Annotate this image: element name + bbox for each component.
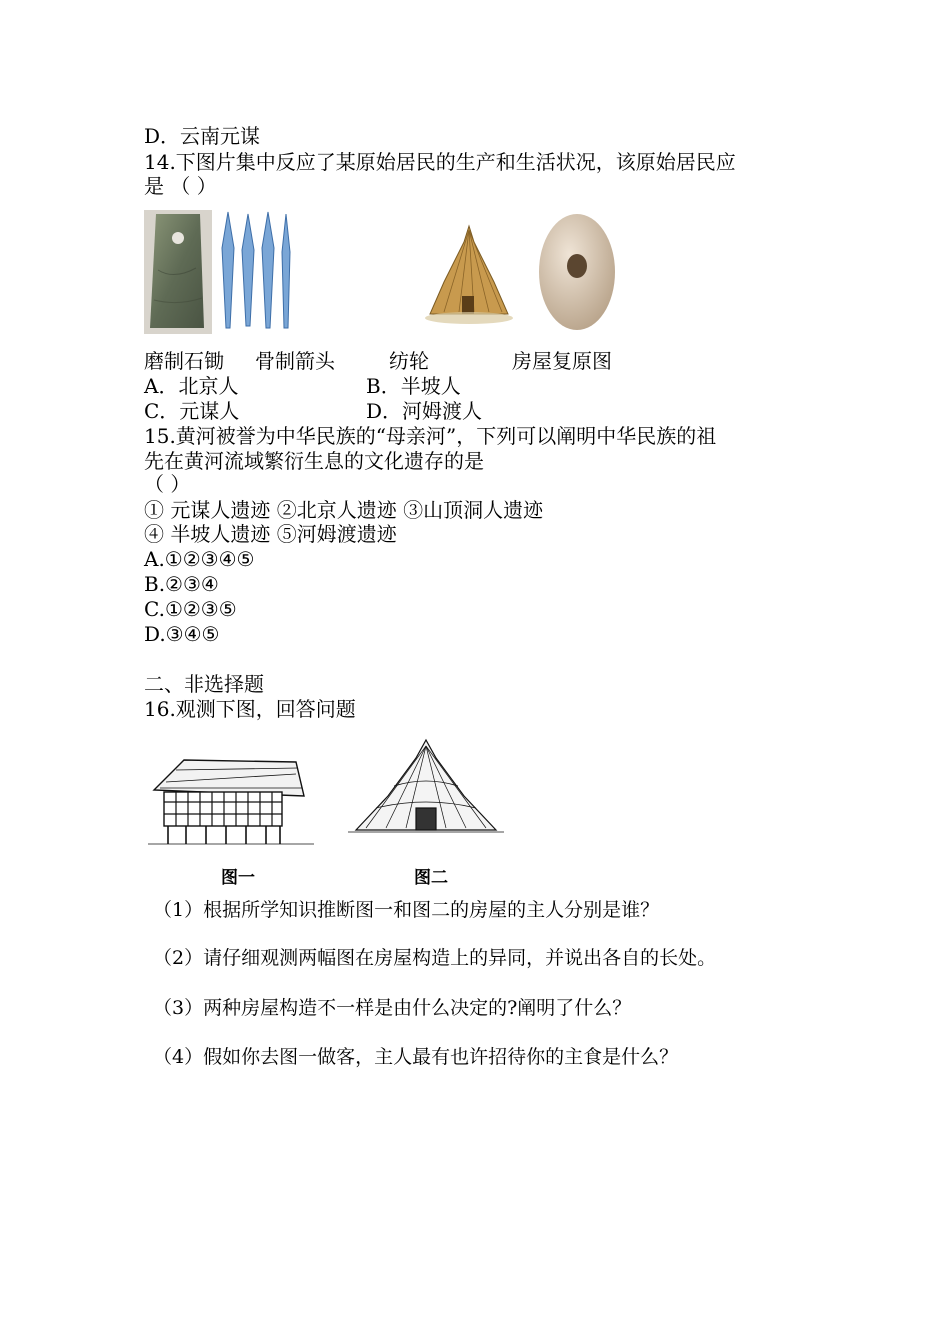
- q14-option-a: A．北京人: [144, 374, 239, 398]
- figure-one-label: 图一: [221, 868, 255, 888]
- caption-stone-hoe: 磨制石锄: [144, 349, 224, 373]
- figure-one-stilt-house: [146, 752, 316, 852]
- q15-items-line1: ① 元谋人遗迹 ②北京人遗迹 ③山顶洞人遗迹: [144, 498, 544, 522]
- caption-house-reconstruction: 房屋复原图: [512, 349, 612, 373]
- prev-option-d: D．云南元谋: [144, 124, 261, 148]
- q15-option-b: B.②③④: [144, 572, 219, 596]
- stone-hoe-image: [144, 210, 212, 334]
- q14-option-d: D．河姆渡人: [366, 399, 483, 423]
- q14-option-b: B．半坡人: [366, 374, 461, 398]
- section-heading-non-choice: 二、非选择题: [144, 672, 264, 696]
- q14-stem-line2: 是 （ ）: [144, 174, 217, 198]
- q14-stem-line1: 14.下图片集中反应了某原始居民的生产和生活状况，该原始居民应: [144, 150, 736, 174]
- caption-spindle-whorl: 纺轮: [389, 349, 429, 373]
- q16-sub-3: （3）两种房屋构造不一样是由什么决定的?阐明了什么？: [153, 997, 632, 1019]
- q15-answer-paren: （ ）: [144, 472, 191, 496]
- q16-sub-4: （4）假如你去图一做客，主人最有也许招待你的主食是什么？: [153, 1046, 679, 1068]
- q16-sub-2: （2）请仔细观测两幅图在房屋构造上的异同，并说出各自的长处。: [153, 947, 717, 969]
- q16-title: 16.观测下图，回答问题: [144, 697, 356, 721]
- q16-sub-1: （1）根据所学知识推断图一和图二的房屋的主人分别是谁？: [153, 899, 660, 921]
- bone-arrowheads-image: [216, 208, 296, 334]
- q14-option-c: C．元谋人: [144, 399, 240, 423]
- q15-items-line2: ④ 半坡人遗迹 ⑤河姆渡遗迹: [144, 522, 397, 546]
- q15-stem-line1: 15.黄河被誉为中华民族的“母亲河”，下列可以阐明中华民族的祖: [144, 424, 717, 448]
- spindle-whorl-image: [537, 208, 617, 332]
- q15-option-c: C.①②③⑤: [144, 597, 237, 621]
- caption-bone-arrowhead: 骨制箭头: [255, 349, 335, 373]
- q15-option-d: D.③④⑤: [144, 622, 220, 646]
- q15-stem-line2: 先在黄河流域繁衍生息的文化遗存的是: [144, 449, 484, 473]
- hut-reconstruction-image: [424, 222, 514, 334]
- q15-option-a: A.①②③④⑤: [144, 547, 255, 571]
- figure-two-label: 图二: [414, 868, 448, 888]
- figure-two-thatched-hut: [346, 736, 506, 852]
